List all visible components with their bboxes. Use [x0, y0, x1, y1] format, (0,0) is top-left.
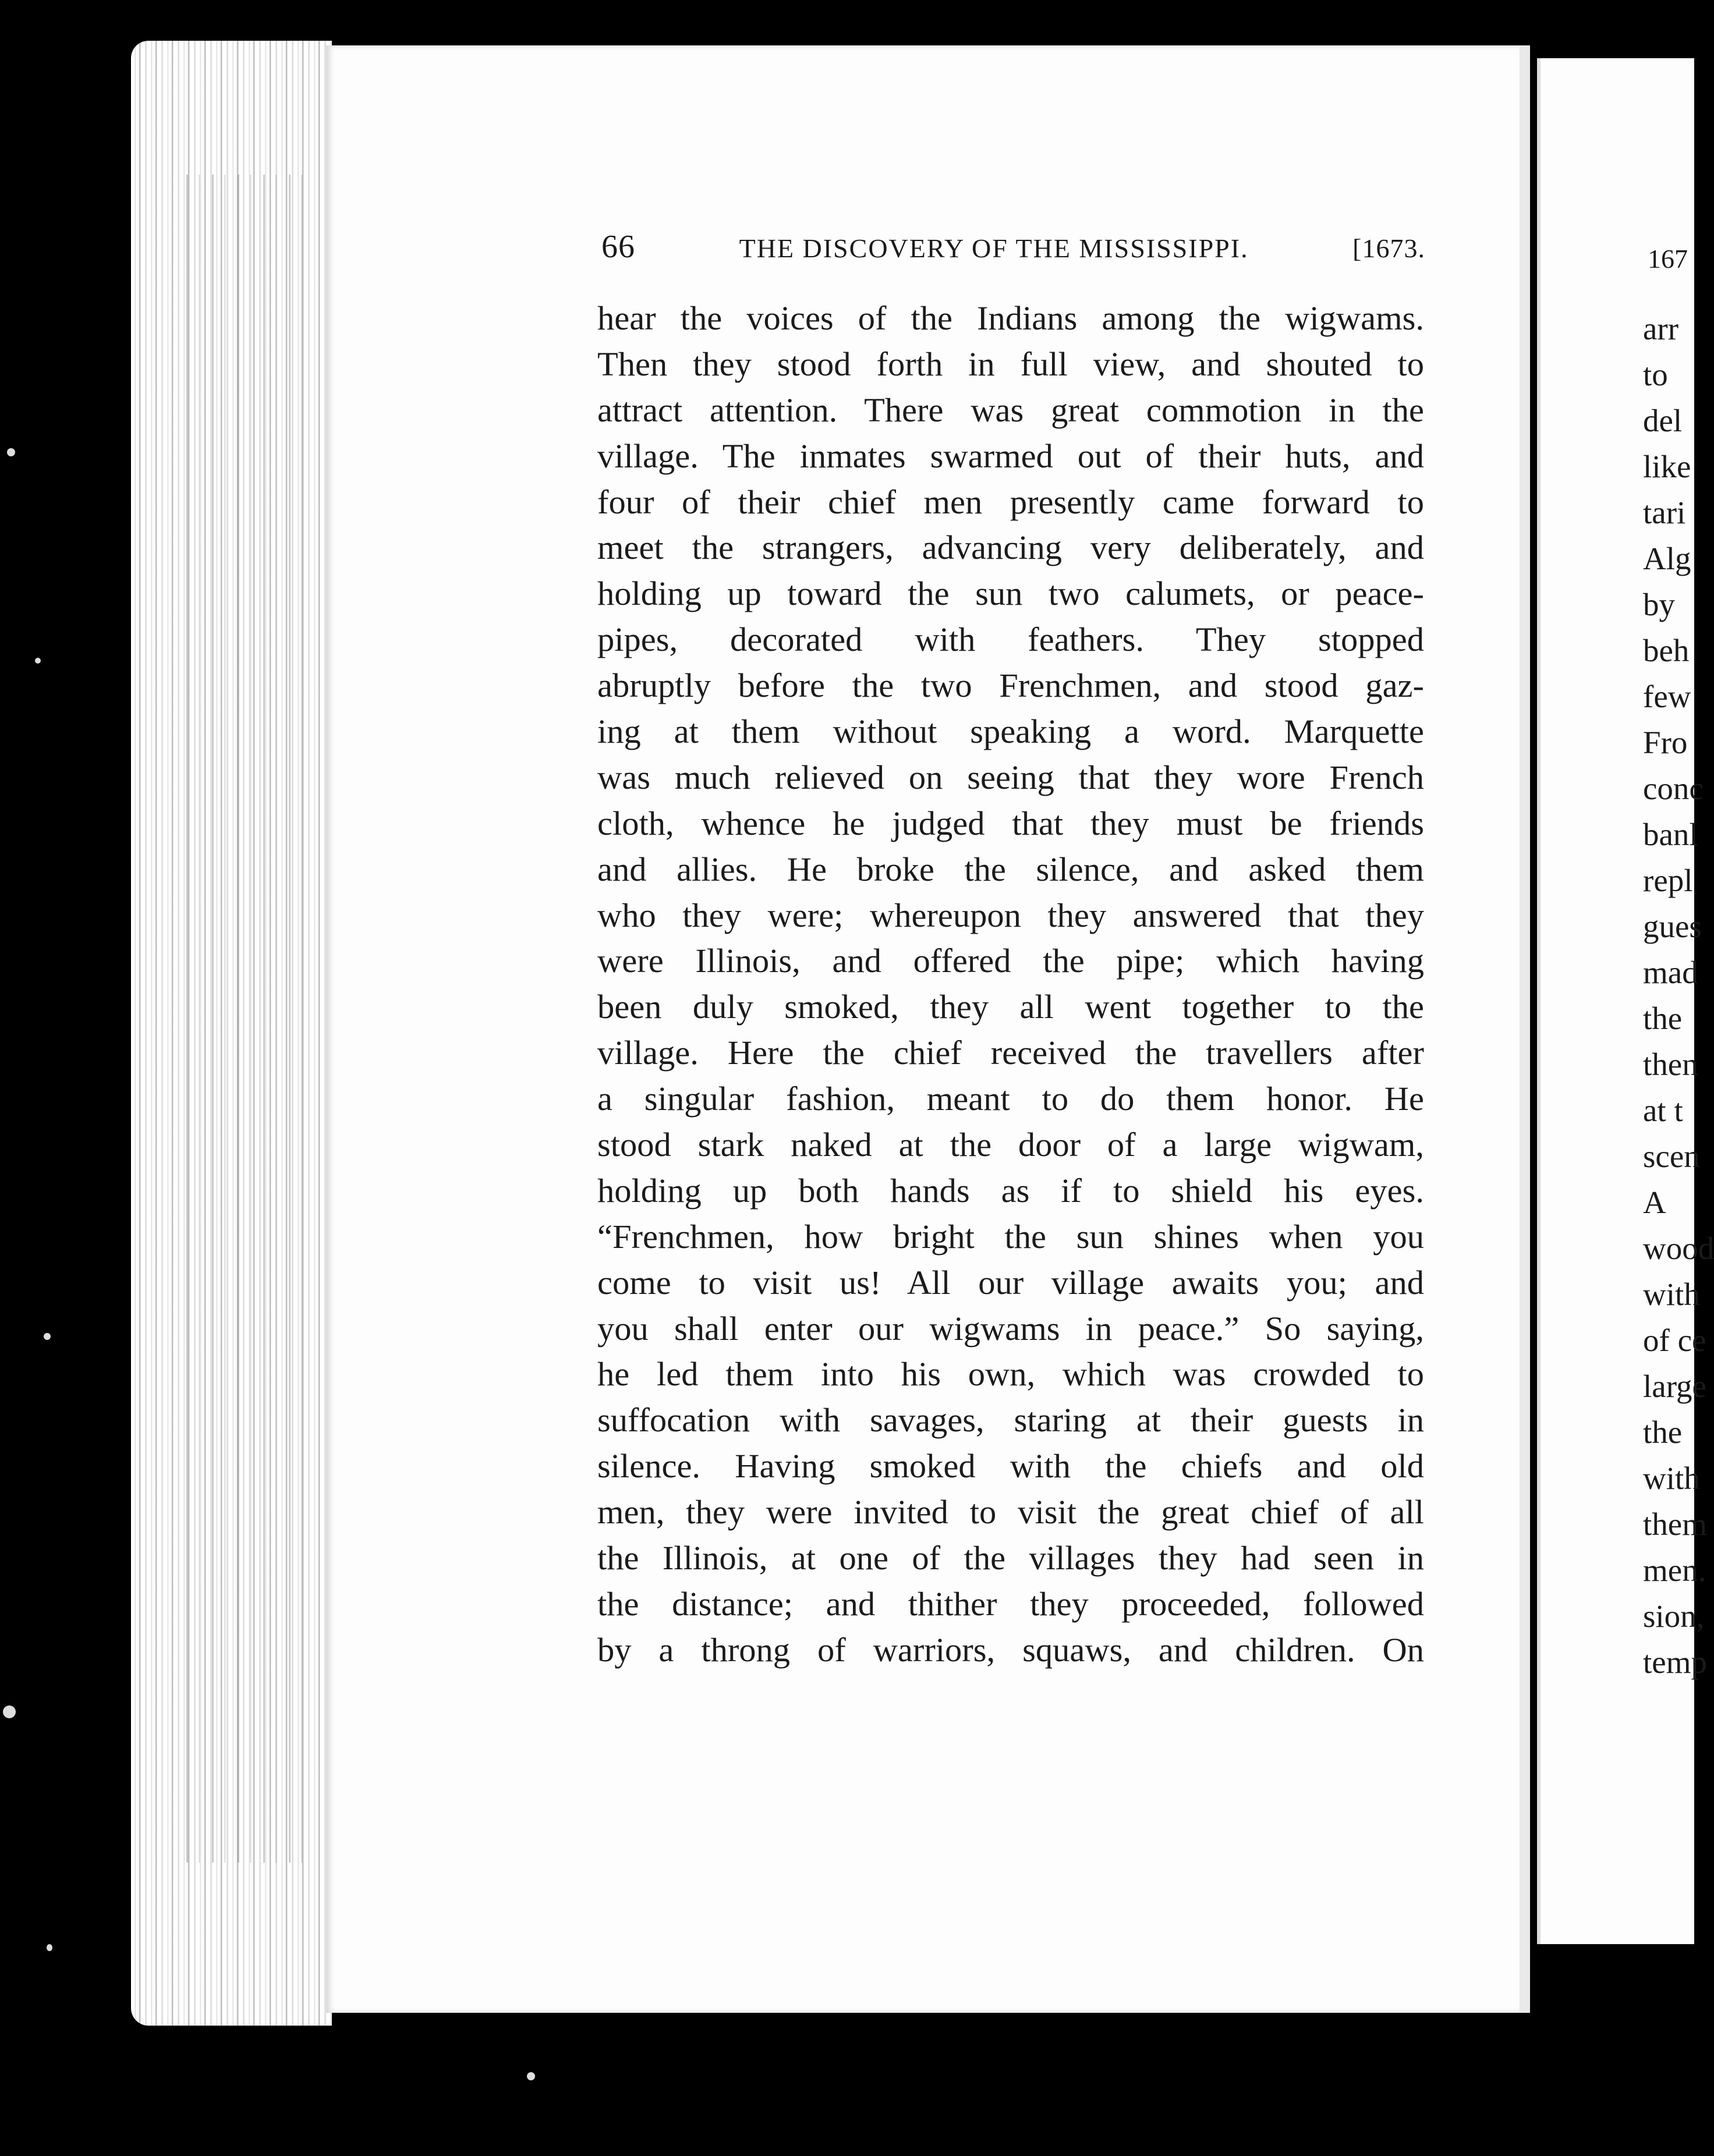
facing-line: with: [1643, 1276, 1700, 1312]
text-line: hear the voices of the Indians among the wigwams.: [597, 299, 1424, 337]
facing-line: tari: [1643, 495, 1686, 530]
facing-line: wood: [1643, 1231, 1714, 1266]
text-line: village. The inmates swarmed out of their huts, and: [597, 437, 1424, 475]
facing-line: few: [1643, 679, 1691, 714]
text-line: stood stark naked at the door of a large wigwam,: [597, 1126, 1424, 1164]
text-line: four of their chief men presently came forward to: [597, 483, 1424, 521]
facing-line: then: [1643, 1047, 1698, 1082]
facing-line: temp: [1643, 1644, 1707, 1680]
text-line: Then they stood forth in full view, and shouted to: [597, 345, 1424, 383]
facing-page-text: [1643, 306, 1714, 1685]
text-line: village. Here the chief received the travellers after: [597, 1034, 1424, 1072]
text-line: men, they were invited to visit the great chief of all: [597, 1493, 1424, 1531]
text-line: abruptly before the two Frenchmen, and stood gaz-: [597, 666, 1424, 705]
page-edge-shading: [175, 175, 314, 1863]
facing-line: beh: [1643, 633, 1690, 668]
text-line: was much relieved on seeing that they wore French: [597, 758, 1424, 796]
facing-line: like: [1643, 449, 1691, 484]
running-year: [1673.: [1352, 233, 1425, 263]
facing-line: the: [1643, 1414, 1683, 1450]
facing-line: Alg: [1643, 541, 1691, 576]
text-line: “Frenchmen, how bright the sun shines when you: [597, 1217, 1424, 1256]
facing-line: conc: [1643, 771, 1704, 806]
facing-line: large: [1643, 1368, 1706, 1404]
text-line: he led them into his own, which was crowded to: [597, 1355, 1424, 1393]
facing-line: arr: [1643, 311, 1679, 346]
text-line: ing at them without speaking a word. Marquette: [597, 712, 1424, 751]
facing-line: at t: [1643, 1093, 1683, 1128]
facing-line: of ce: [1643, 1322, 1706, 1358]
running-title: THE DISCOVERY OF THE MISSISSIPPI.: [739, 233, 1249, 263]
text-line: attract attention. There was great commotion in the: [597, 391, 1424, 429]
text-line: who they were; whereupon they answered that they: [597, 896, 1424, 934]
text-line: a singular fashion, meant to do them honor. He: [597, 1080, 1424, 1118]
facing-line: to: [1643, 357, 1668, 392]
facing-line: mad: [1643, 955, 1698, 990]
text-line: and allies. He broke the silence, and asked them: [597, 850, 1424, 888]
facing-line: with: [1643, 1460, 1700, 1496]
body-text: [597, 296, 1424, 1673]
facing-line: gues: [1643, 909, 1702, 944]
text-line: cloth, whence he judged that they must be friends: [597, 804, 1424, 842]
text-line: holding up toward the sun two calumets, or peace-: [597, 575, 1424, 613]
facing-line: banl: [1643, 817, 1698, 852]
text-line: silence. Having smoked with the chiefs and old: [597, 1447, 1424, 1485]
text-line: the Illinois, at one of the villages they had seen in: [597, 1539, 1424, 1577]
facing-line: A: [1643, 1185, 1666, 1220]
text-line: suffocation with savages, staring at their guests in: [597, 1401, 1424, 1439]
facing-line: men.: [1643, 1552, 1706, 1588]
facing-line: by: [1643, 587, 1675, 622]
text-line: come to visit us! All our village awaits you; and: [597, 1263, 1424, 1302]
text-line: been duly smoked, they all went together to the: [597, 988, 1424, 1026]
facing-line: the: [1643, 1001, 1683, 1036]
text-line: holding up both hands as if to shield his eyes.: [597, 1171, 1424, 1210]
text-line: meet the strangers, advancing very deliberately, and: [597, 529, 1424, 567]
facing-line: them: [1643, 1506, 1707, 1542]
facing-line: scen: [1643, 1139, 1700, 1174]
text-line: the distance; and thither they proceeded, followed: [597, 1584, 1424, 1623]
facing-line: repl: [1643, 863, 1693, 898]
text-line: you shall enter our wigwams in peace.” So saying,: [597, 1309, 1424, 1348]
text-line: pipes, decorated with feathers. They stopped: [597, 620, 1424, 659]
running-head: [601, 228, 1425, 269]
text-line: were Illinois, and offered the pipe; which having: [597, 942, 1424, 980]
text-line: by a throng of warriors, squaws, and children. On: [597, 1630, 1424, 1669]
facing-line: Fro: [1643, 725, 1688, 760]
page-number: 66: [601, 229, 635, 265]
facing-page-head: 167: [1648, 244, 1688, 274]
facing-line: del: [1643, 403, 1683, 438]
facing-line: sion,: [1643, 1598, 1705, 1634]
